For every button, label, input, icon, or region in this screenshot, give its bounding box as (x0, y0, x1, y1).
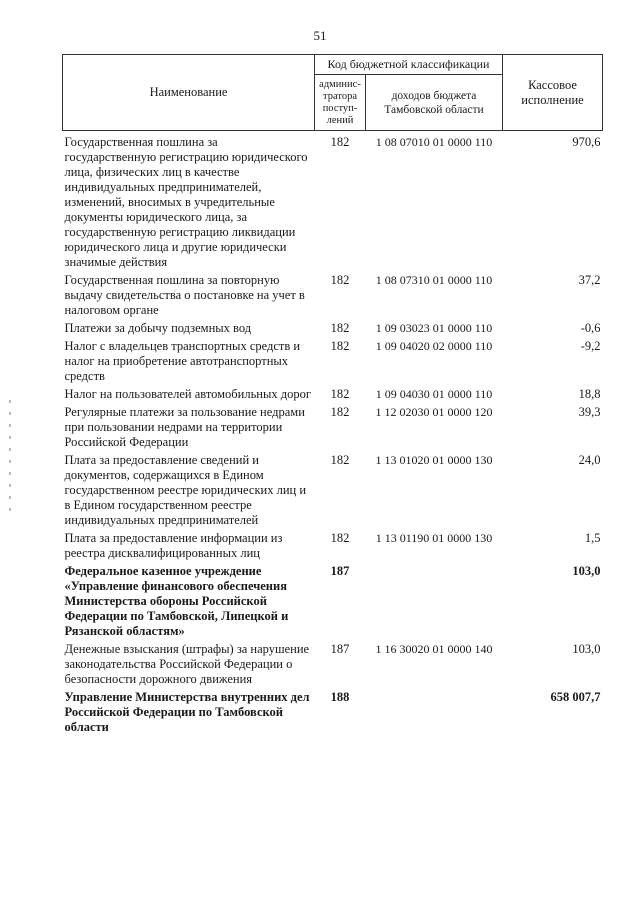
row-execution: 18,8 (578, 387, 601, 401)
row-execution: -0,6 (580, 321, 601, 335)
row-name: Управление Министерства внутренних дел Российской Федерации по Тамбовской области (64, 690, 310, 734)
header-admin: админис-тратора поступ-лений (315, 75, 366, 131)
row-execution: -9,2 (580, 339, 601, 353)
table-header (63, 55, 603, 131)
table-row (63, 562, 603, 640)
row-execution: 103,0 (572, 564, 601, 578)
table-row (63, 337, 603, 385)
row-name: Налог с владельцев транспортных средств и налог на приобретение автотранспортных средств (64, 339, 301, 383)
row-admin-code: 187 (330, 642, 350, 656)
row-execution: 24,0 (578, 453, 601, 467)
row-admin-code: 182 (330, 273, 350, 287)
row-income-code (366, 688, 503, 736)
table-row (63, 451, 603, 529)
header-execution: Кассовое исполнение (503, 55, 603, 131)
row-income-code: 1 09 04030 01 0000 110 (375, 387, 493, 401)
table-body (63, 131, 603, 737)
table-row (63, 529, 603, 562)
table-row (63, 319, 603, 337)
row-execution: 970,6 (572, 135, 601, 149)
row-admin-code: 182 (330, 321, 350, 335)
row-admin-code: 188 (330, 690, 350, 704)
table-row (63, 131, 603, 272)
table-row (63, 385, 603, 403)
header-name: Наименование (63, 55, 315, 131)
row-name: Регулярные платежи за пользование недрами при пользовании недрами на территории Российской Федерации (64, 405, 305, 449)
row-name: Платежи за добычу подземных вод (64, 321, 252, 335)
page-number: 51 (313, 28, 327, 43)
row-name: Денежные взыскания (штрафы) за нарушение законодательства Российской Федерации о безопасности дорожного движения (64, 642, 310, 686)
row-income-code: 1 12 02030 01 0000 120 (375, 405, 493, 419)
row-income-code: 1 08 07010 01 0000 110 (375, 135, 493, 149)
header-income: доходов бюджета Тамбовской области (366, 75, 503, 131)
row-admin-code: 182 (330, 453, 350, 467)
row-admin-code: 182 (330, 135, 350, 149)
row-name: Налог на пользователей автомобильных дорог (64, 387, 311, 401)
margin-scan-mark (8, 400, 12, 540)
table-row (63, 403, 603, 451)
row-name: Федеральное казенное учреждение «Управление финансового обеспечения Министерства обороны Российской Федерации по Тамбовской, Липецкой и Рязанской областям» (64, 564, 289, 638)
row-execution: 39,3 (578, 405, 601, 419)
row-admin-code: 182 (330, 531, 350, 545)
row-income-code (366, 562, 503, 640)
table-row (63, 640, 603, 688)
row-execution: 103,0 (572, 642, 601, 656)
row-execution: 37,2 (578, 273, 601, 287)
row-income-code: 1 13 01020 01 0000 130 (375, 453, 493, 467)
row-income-code: 1 13 01190 01 0000 130 (375, 531, 493, 545)
header-classification-code: Код бюджетной классификации (315, 55, 503, 75)
table-row (63, 271, 603, 319)
row-income-code: 1 08 07310 01 0000 110 (375, 273, 493, 287)
row-name: Государственная пошлина за повторную выдачу свидетельства о постановке на учет в налоговом органе (64, 273, 305, 317)
row-admin-code: 187 (330, 564, 350, 578)
row-admin-code: 182 (330, 387, 350, 401)
row-admin-code: 182 (330, 405, 350, 419)
row-name: Плата за предоставление информации из реестра дисквалифицированных лиц (64, 531, 283, 560)
table-row (63, 688, 603, 736)
row-income-code: 1 09 03023 01 0000 110 (375, 321, 493, 335)
row-income-code: 1 09 04020 02 0000 110 (375, 339, 493, 353)
row-name: Плата за предоставление сведений и документов, содержащихся в Едином государственном реестре юридических лиц и в Едином государственном реестре индивидуальных предпринимателей (64, 453, 307, 527)
row-execution: 658 007,7 (550, 690, 601, 704)
row-name: Государственная пошлина за государственную регистрацию юридического лица, физических лиц в качестве индивидуальных предпринимателей, изменений, вносимых в учредительные документы юридического лица, за государственную регистрацию ликвидации юридического лица и другие юридически значимые действия (64, 135, 308, 269)
row-income-code: 1 16 30020 01 0000 140 (375, 642, 493, 656)
row-execution: 1,5 (584, 531, 601, 545)
row-admin-code: 182 (330, 339, 350, 353)
budget-table (62, 54, 603, 736)
